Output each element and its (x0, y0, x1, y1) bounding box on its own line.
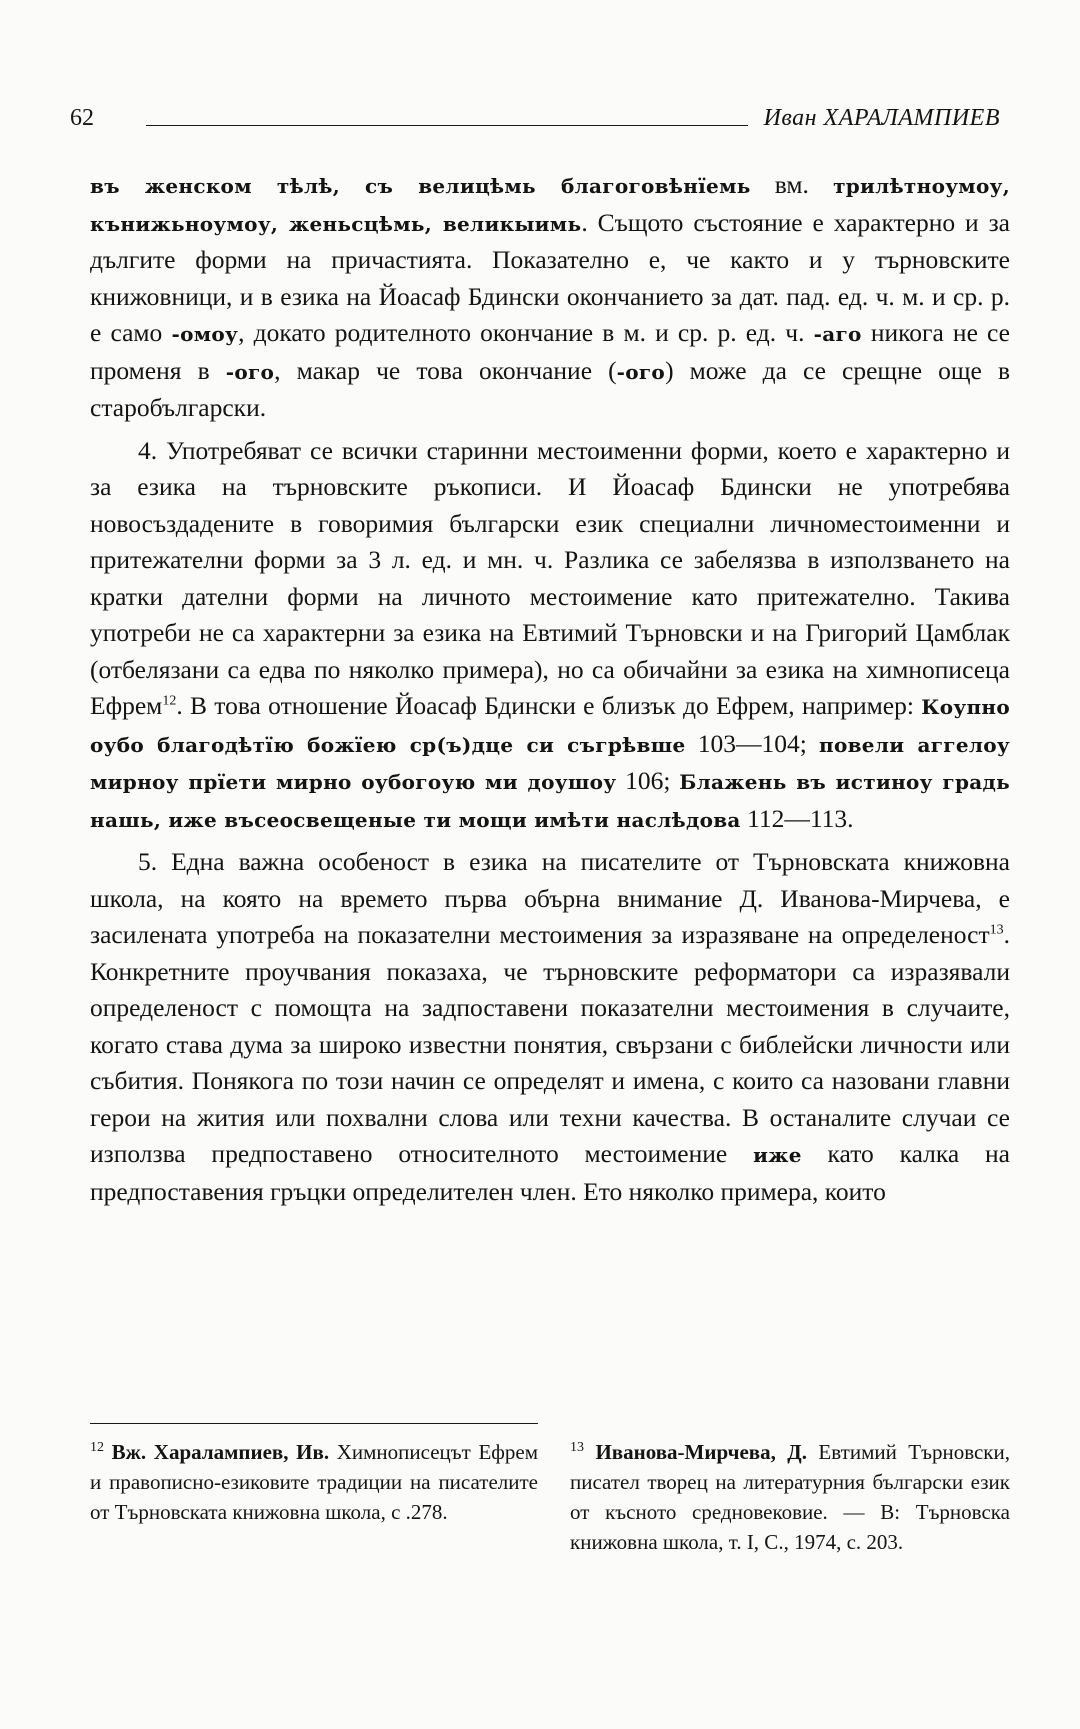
footnote-number: 13 (570, 1440, 584, 1455)
text-run: вм. (750, 170, 834, 199)
church-slavonic-ending: -омоу (171, 322, 239, 346)
text-run: 5. Една важна особеност в езика на писателите от Търновската книжовна школа, на която на времето първа обърна внимание Д. Иванова-Мирчева, е засилената употреба на показателни местоимения за изразяване на определеност (90, 847, 1010, 949)
church-slavonic-quote: въ женском тѣлѣ, съ велицѣмь благоговѣнїемь (90, 174, 751, 198)
footnote-author: Иванова-Мирчева, Д. (595, 1440, 807, 1464)
footnote-text: Евтимий Търновски, писател творец на литературния български език от късното средновековие. — В: Търновска книжовна школа, т. I, С., 1974, с. 203. (570, 1440, 1010, 1554)
running-head: Иван ХАРАЛАМПИЕВ (763, 105, 1000, 131)
body-text (90, 167, 1010, 1210)
paragraph-4 (90, 433, 1010, 839)
church-slavonic-ending: -аго (813, 322, 862, 346)
church-slavonic-quote: Коупно оубо благодѣтїю божїею ср(ъ)дце си съгрѣвше (90, 695, 1010, 757)
footnote-number: 12 (90, 1440, 104, 1455)
header-rule (146, 125, 748, 126)
page-header (70, 103, 1000, 143)
footnote-author: Вж. Харалампиев, Ив. (111, 1440, 330, 1464)
text-run: . Същото състояние е характерно и за дългите форми на причастията. Показателно е, че както и у търновските книжовници, и в езика на Йоасаф Бдински окончанието за дат. пад. ед. ч. м. и ср. р. е само (90, 207, 1010, 347)
text-run: 112—113. (740, 803, 854, 833)
text-run: ) може да се срещне още в старобългарски. (90, 355, 1010, 422)
church-slavonic-quote: повели аггелоу мирноу прїети мирно оубогоую ми доушоу (90, 732, 1011, 794)
footnote-ref-13[interactable]: 13 (989, 922, 1004, 938)
text-run: 106; (616, 766, 680, 795)
paragraph-3-continuation (90, 167, 1010, 427)
footnote-text: Химнописецът Ефрем и правописно-езиковите традиции на писателите от Търновската книжовна школа, с .278. (90, 1440, 539, 1524)
church-slavonic-ending: -ого (225, 359, 275, 384)
page-number: 62 (70, 105, 94, 131)
text-run: никога не се променя в (90, 318, 1010, 385)
text-run: , докато родителното окончание в м. и ср. р. ед. ч. (238, 318, 814, 347)
footnote-rule (90, 1423, 538, 1424)
text-run: като калка на предпоставения гръцки определителен член. Ето няколко примера, които (90, 1139, 1010, 1206)
footnotes (90, 1437, 1010, 1597)
text-run: . В това отношение Йоасаф Бдински е близък до Ефрем, например: (176, 691, 922, 720)
text-run: 103—104; (685, 728, 820, 758)
footnote-13 (570, 1437, 1010, 1557)
church-slavonic-ending: -ого (616, 359, 666, 384)
paragraph-5 (90, 844, 1010, 1210)
footnote-ref-12[interactable]: 12 (162, 693, 177, 709)
text-run: . Конкретните проучвания показаха, че търновските реформатори са изразявали определеност с помощта на задпоставени показателни местоимения в случаите, когато става дума за широко известни понятия, свързани с библейски личности или събития. Понякога по този начин се определят и имена, с които са назовани главни герои на жития или похвални слова или техни качества. В останалите случаи се използва предпоставено относителното местоимение (90, 920, 1010, 1168)
church-slavonic-quote: Блажень въ истиноу градь нашь, иже въсеосвещеные ти мощи имѣти наслѣдова (90, 770, 1010, 832)
church-slavonic-word: иже (753, 1143, 802, 1167)
church-slavonic-quote: трилѣтноумоу, кънижьноумоу, женьсцѣмь, великыимь (90, 174, 1010, 236)
footnote-12 (90, 1437, 538, 1527)
text-run: 4. Употребяват се всички старинни местоименни форми, което е характерно и за езика на търновските ръкописи. И Йоасаф Бдински не употребява новосъздадените в говоримия български език специални личноместоименни и притежателни форми за 3 л. ед. и мн. ч. Разлика се забелязва в използването на кратки дателни форми на личното местоимение като притежателно. Такива употреби не са характерни за езика на Евтимий Търновски и на Григорий Цамблак (отбелязани са едва по няколко примера), но са обичайни за езика на химнописеца Ефрем (90, 435, 1010, 720)
text-run: , макар че това окончание ( (274, 355, 617, 385)
